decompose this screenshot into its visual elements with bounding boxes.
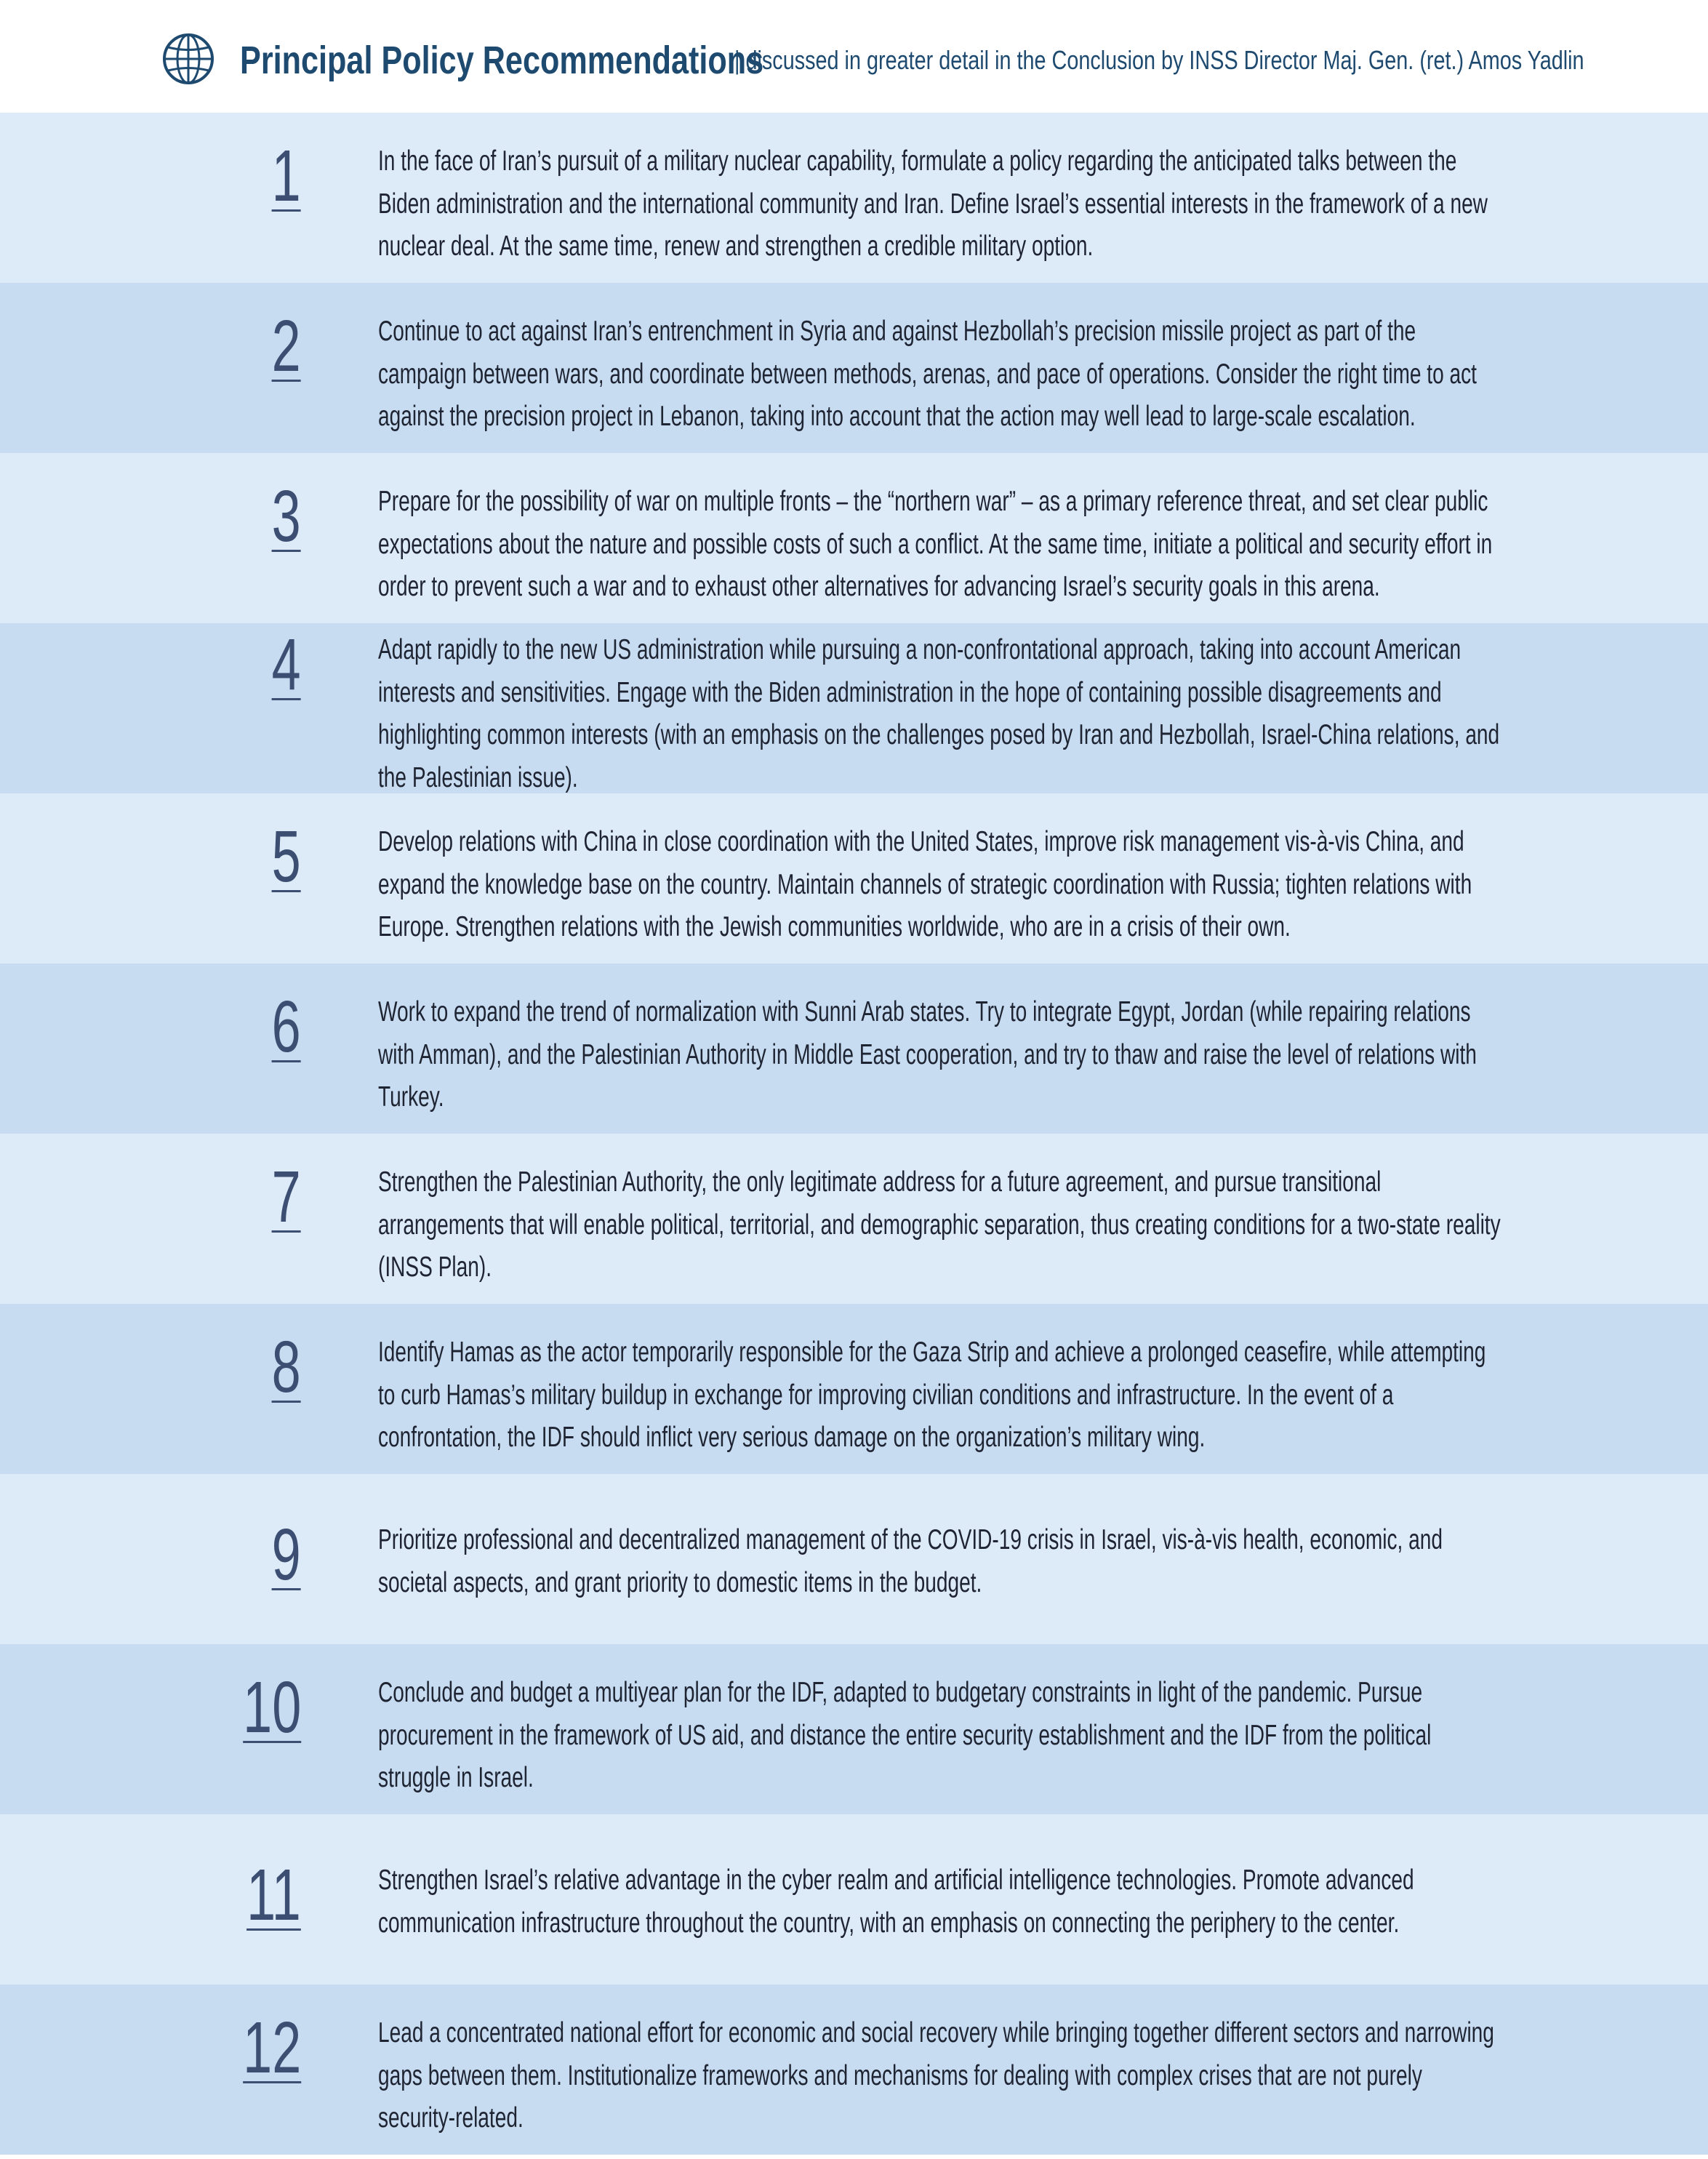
recommendation-row [0, 623, 1708, 793]
globe-icon [161, 32, 215, 86]
recommendation-number: 5 [271, 816, 301, 897]
recommendation-row [0, 1134, 1708, 1304]
recommendation-row [0, 1814, 1708, 1984]
recommendation-text: Work to expand the trend of normalization with Sunni Arab states. Try to integrate Egypt, Jordan (while repairing relations with Amman), and the Palestinian Authority in Middle East cooperation, and try to thaw and raise the level of relations with Turkey. [378, 996, 1477, 1113]
recommendation-number: 9 [271, 1514, 301, 1595]
recommendation-number: 8 [271, 1326, 301, 1408]
page-title: Principal Policy Recommendations [240, 39, 764, 82]
recommendation-number: 4 [271, 624, 301, 705]
recommendations-list [0, 113, 1708, 2155]
recommendation-text: Prepare for the possibility of war on multiple fronts – the “northern war” – as a primary reference threat, and set clear public expectations about the nature and possible costs of such a conflict. At the same time, initiate a political and security effort in order to prevent such a war and to exhaust other alternatives for advancing Israel’s security goals in this arena. [378, 486, 1493, 602]
page-subtitle: | discussed in greater detail in the Conclusion by INSS Director Maj. Gen. (ret.) Amos Yadlin [734, 45, 1584, 75]
recommendation-number: 6 [271, 986, 301, 1068]
recommendation-text: Strengthen the Palestinian Authority, the only legitimate address for a future agreement, and pursue transitional arrangements that will enable political, territorial, and demographic separation, thus creating conditions for a two-state reality (INSS Plan). [378, 1166, 1501, 1283]
recommendation-row [0, 964, 1708, 1134]
recommendation-number: 2 [271, 305, 301, 387]
recommendation-number: 11 [246, 1854, 301, 1936]
recommendation-text: In the face of Iran’s pursuit of a military nuclear capability, formulate a policy regarding the anticipated talks between the Biden administration and the international community and Iran. Define Israel’s essential interests in the framework of a new nuclear deal. At the same time, renew and strengthen a credible military option. [378, 145, 1488, 262]
recommendation-number: 3 [271, 476, 301, 557]
recommendation-text: Prioritize professional and decentralized management of the COVID-19 crisis in Israel, vis-à-vis health, economic, and societal aspects, and grant priority to domestic items in the budget. [378, 1524, 1443, 1598]
recommendation-row [0, 283, 1708, 453]
recommendation-text: Strengthen Israel’s relative advantage in the cyber realm and artificial intelligence technologies. Promote advanced communication infrastructure throughout the country, with an emphasis on connecting the periphery to the center. [378, 1864, 1414, 1939]
recommendation-number: 7 [271, 1156, 301, 1238]
recommendation-text: Develop relations with China in close coordination with the United States, improve risk management vis-à-vis China, and expand the knowledge base on the country. Maintain channels of strategic coordination with Russia; tighten relations with Europe. Strengthen relations with the Jewish communities worldwide, who are in a crisis of their own. [378, 826, 1472, 942]
recommendation-text: Conclude and budget a multiyear plan for the IDF, adapted to budgetary constraints in light of the pandemic. Pursue procurement in the framework of US aid, and distance the entire security establishment and the IDF from the political struggle in Israel. [378, 1677, 1432, 1793]
recommendation-row [0, 113, 1708, 283]
recommendation-text: Continue to act against Iran’s entrenchment in Syria and against Hezbollah’s precision missile project as part of the campaign between wars, and coordinate between methods, arenas, and pace of operations. Consider the right time to act against the precision project in Lebanon, taking into account that the action may well lead to large-scale escalation. [378, 316, 1477, 432]
recommendation-row [0, 1644, 1708, 1814]
recommendation-row [0, 453, 1708, 623]
recommendation-row [0, 1474, 1708, 1644]
recommendation-number: 12 [242, 2007, 301, 2088]
recommendation-text: Lead a concentrated national effort for economic and social recovery while bringing together different sectors and narrowing gaps between them. Institutionalize frameworks and mechanisms for dealing with complex crises that are not purely security-related. [378, 2017, 1494, 2134]
recommendation-row [0, 793, 1708, 964]
recommendation-number: 1 [271, 135, 301, 217]
recommendation-row [0, 1984, 1708, 2155]
recommendation-row [0, 1304, 1708, 1474]
page-header [0, 0, 1708, 113]
recommendation-text: Identify Hamas as the actor temporarily responsible for the Gaza Strip and achieve a prolonged ceasefire, while attempting to curb Hamas’s military buildup in exchange for improving civilian conditions and infrastructure. In the event of a confrontation, the IDF should inflict very serious damage on the organization’s military wing. [378, 1337, 1486, 1453]
recommendation-number: 10 [242, 1667, 301, 1748]
recommendation-text: Adapt rapidly to the new US administration while pursuing a non-confrontational approach, taking into account American interests and sensitivities. Engage with the Biden administration in the hope of containing possible disagreements and highlighting common interests (with an emphasis on the challenges posed by Iran and Hezbollah, Israel-China relations, and the Palestinian issue). [378, 634, 1500, 793]
